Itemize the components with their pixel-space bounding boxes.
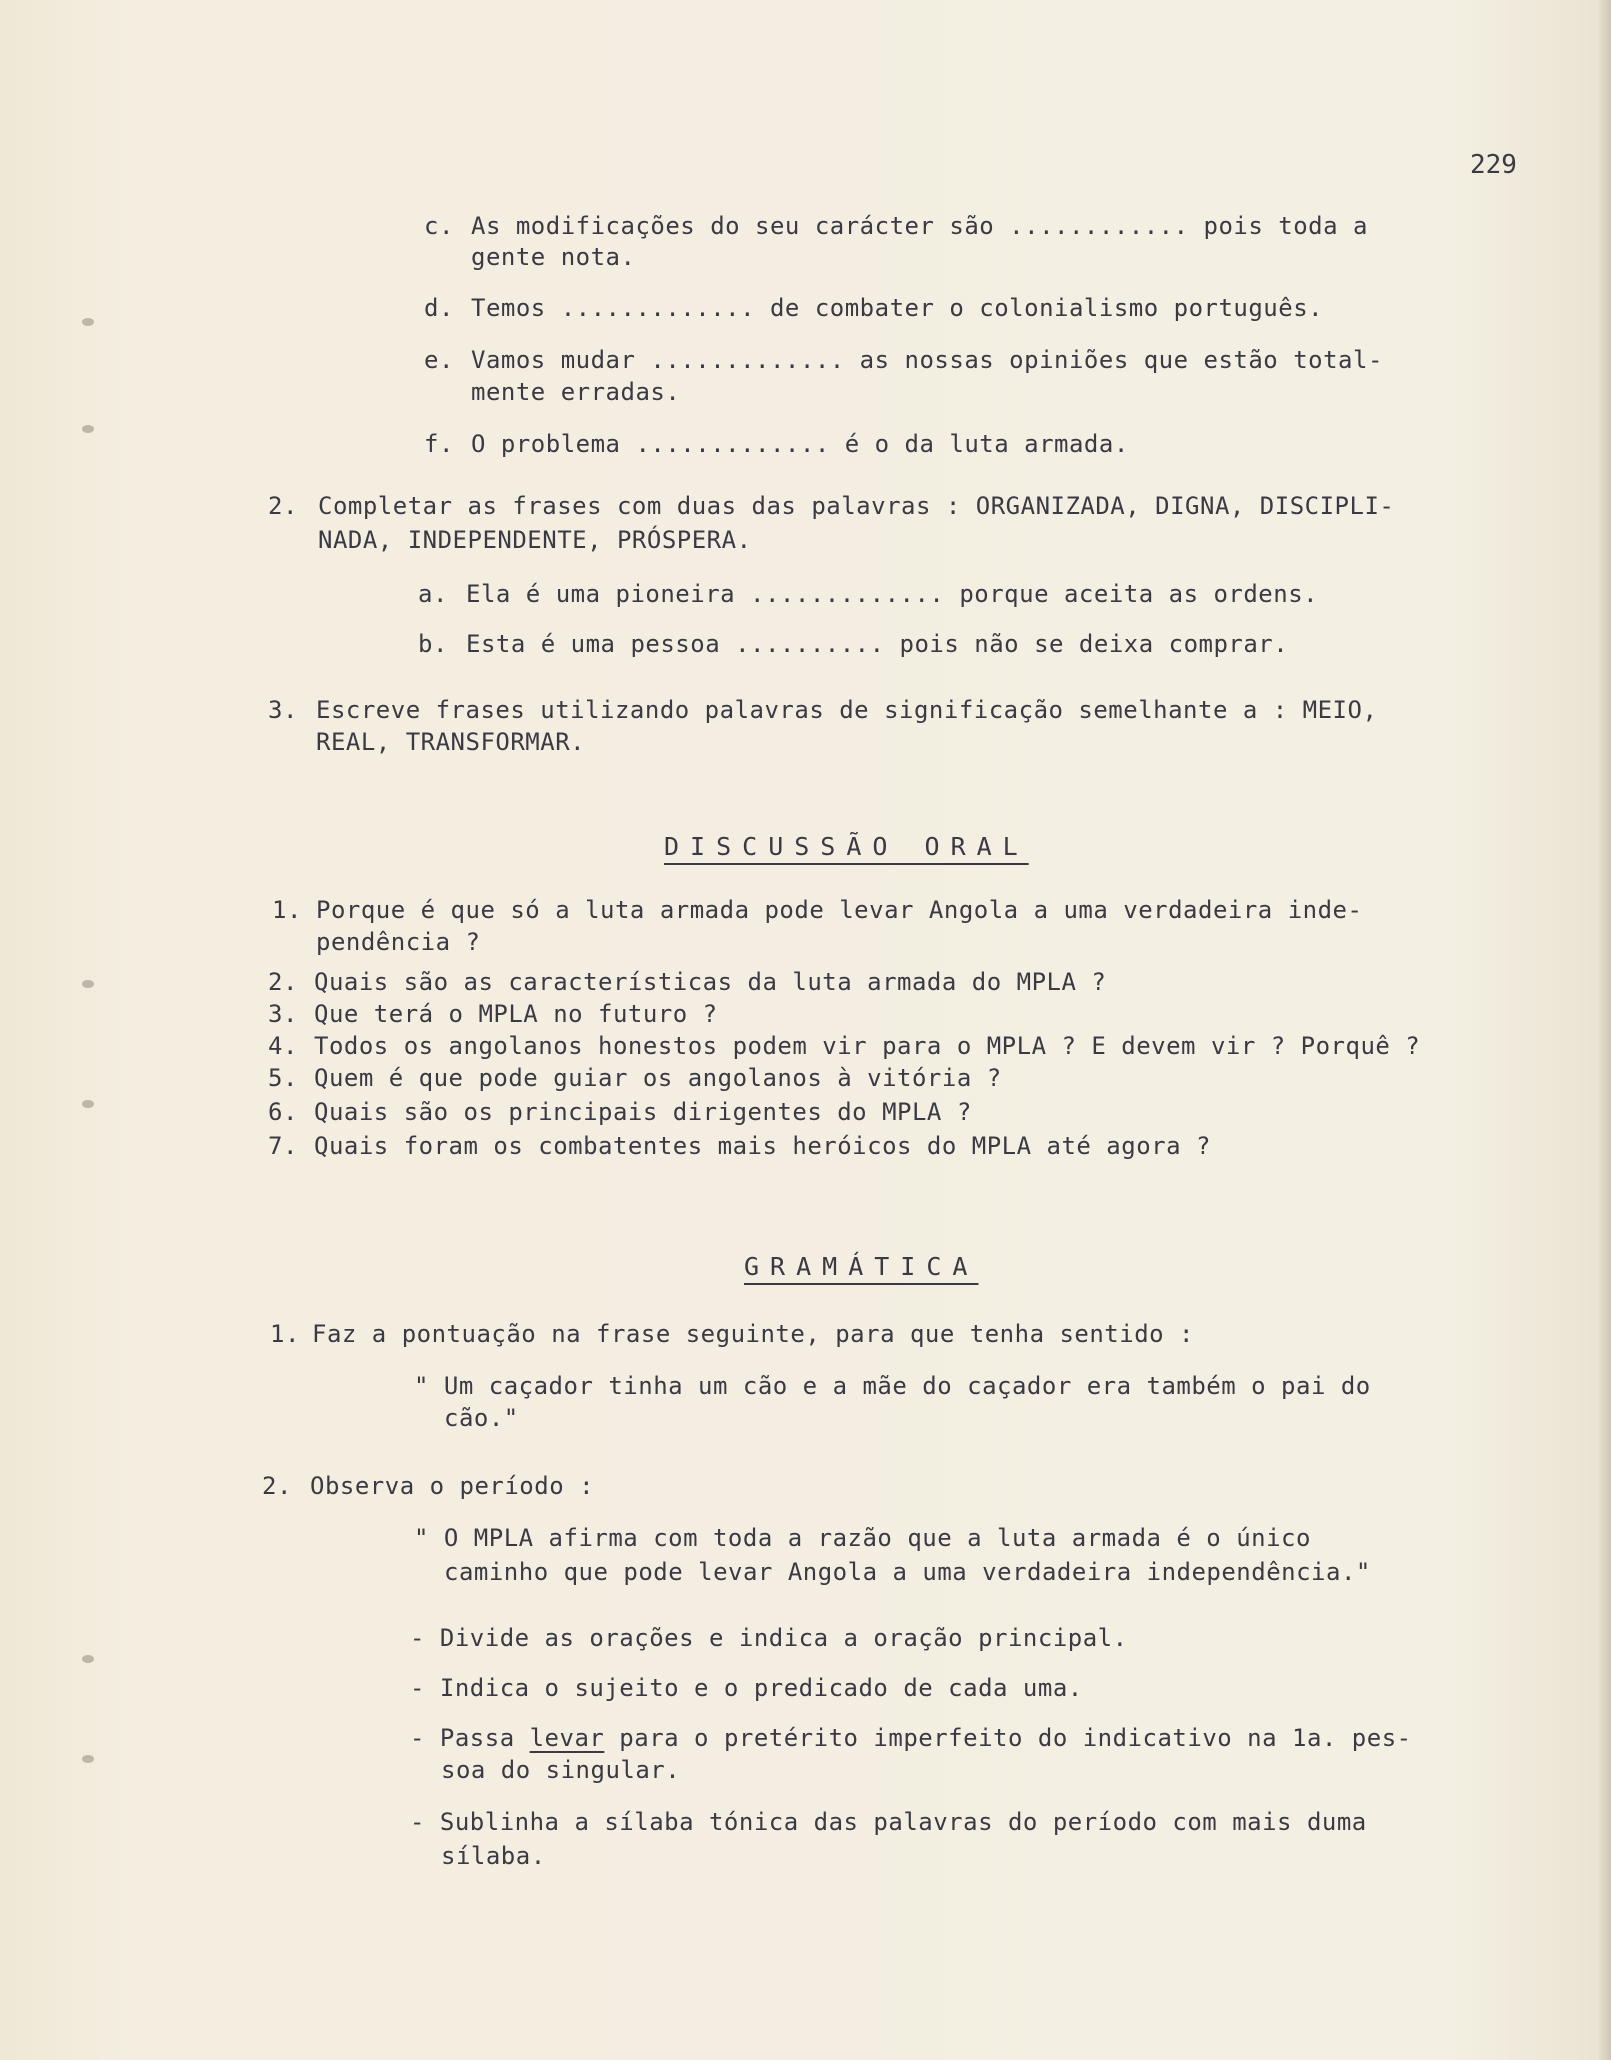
exercise-text: REAL, TRANSFORMAR. xyxy=(316,728,586,756)
question-text: Quais são os principais dirigentes do MPLA ? xyxy=(314,1098,972,1126)
question-text: Quais foram os combatentes mais heróicos do MPLA até agora ? xyxy=(314,1132,1211,1160)
question-text: Todos os angolanos honestos podem vir para o MPLA ? E devem vir ? Porquê ? xyxy=(314,1032,1421,1060)
question-text: Que terá o MPLA no futuro ? xyxy=(314,1000,718,1028)
task-item: - Sublinha a sílaba tónica das palavras do período com mais duma xyxy=(410,1808,1367,1836)
item-label: a. xyxy=(418,580,448,608)
exercise-text: Faz a pontuação na frase seguinte, para que tenha sentido : xyxy=(312,1320,1195,1348)
exercise-text: Completar as frases com duas das palavras : ORGANIZADA, DIGNA, DISCIPLI- xyxy=(318,492,1395,520)
quote-text: " O MPLA afirma com toda a razão que a luta armada é o único xyxy=(414,1524,1311,1552)
exercise-number: 2. xyxy=(262,1472,292,1500)
task-item: - Indica o sujeito e o predicado de cada uma. xyxy=(410,1674,1083,1702)
item-label: c. xyxy=(424,212,454,240)
exercise-text: Observa o período : xyxy=(310,1472,595,1500)
section-heading-grammar: GRAMÁTICA xyxy=(744,1252,979,1281)
item-label: f. xyxy=(424,430,454,458)
question-number: 3. xyxy=(268,1000,298,1028)
question-number: 7. xyxy=(268,1132,298,1160)
question-number: 2. xyxy=(268,968,298,996)
quote-text: caminho que pode levar Angola a uma verdadeira independência." xyxy=(444,1558,1371,1586)
question-text: Quem é que pode guiar os angolanos à vitória ? xyxy=(314,1064,1002,1092)
item-text: Temos ............. de combater o colonialismo português. xyxy=(471,294,1324,322)
item-text: gente nota. xyxy=(471,243,636,271)
punch-mark xyxy=(82,425,94,433)
task-text: - Passa xyxy=(410,1724,530,1752)
item-text: mente erradas. xyxy=(471,378,681,406)
punch-mark xyxy=(82,1755,94,1763)
exercise-number: 2. xyxy=(268,492,298,520)
exercise-text: NADA, INDEPENDENTE, PRÓSPERA. xyxy=(318,526,752,554)
item-label: e. xyxy=(424,346,454,374)
quote-text: " Um caçador tinha um cão e a mãe do caçador era também o pai do xyxy=(414,1372,1371,1400)
item-text: Vamos mudar ............. as nossas opiniões que estão total- xyxy=(471,346,1383,374)
item-text: Esta é uma pessoa .......... pois não se deixa comprar. xyxy=(466,630,1289,658)
question-text: Quais são as características da luta armada do MPLA ? xyxy=(314,968,1107,996)
item-text: O problema ............. é o da luta armada. xyxy=(471,430,1129,458)
item-text: As modificações do seu carácter são ............ pois toda a xyxy=(471,212,1368,240)
task-item: - Divide as orações e indica a oração principal. xyxy=(410,1624,1128,1652)
punch-mark xyxy=(82,318,94,326)
punch-mark xyxy=(82,980,94,988)
item-label: b. xyxy=(418,630,448,658)
section-heading-discussion: DISCUSSÃO ORAL xyxy=(664,832,1029,861)
punch-mark xyxy=(82,1655,94,1663)
punch-mark xyxy=(82,1100,94,1108)
page-edge-shadow xyxy=(1597,0,1611,2060)
item-label: d. xyxy=(424,294,454,322)
question-number: 1. xyxy=(272,896,302,924)
exercise-number: 1. xyxy=(270,1320,300,1348)
underlined-word: levar xyxy=(529,1724,605,1752)
task-text: para o pretérito imperfeito do indicativo na 1a. pes- xyxy=(604,1724,1412,1752)
question-text: pendência ? xyxy=(316,928,481,956)
item-text: Ela é uma pioneira ............. porque aceita as ordens. xyxy=(466,580,1319,608)
quote-text: cão." xyxy=(444,1404,519,1432)
question-number: 6. xyxy=(268,1098,298,1126)
question-number: 4. xyxy=(268,1032,298,1060)
task-item-continuation: sílaba. xyxy=(441,1842,546,1870)
question-text: Porque é que só a luta armada pode levar Angola a uma verdadeira inde- xyxy=(316,896,1363,924)
task-item xyxy=(410,1722,1412,1755)
exercise-number: 3. xyxy=(268,696,298,724)
question-number: 5. xyxy=(268,1064,298,1092)
exercise-text: Escreve frases utilizando palavras de significação semelhante a : MEIO, xyxy=(316,696,1378,724)
task-item-continuation: soa do singular. xyxy=(441,1756,681,1784)
page-number: 229 xyxy=(1470,150,1517,180)
